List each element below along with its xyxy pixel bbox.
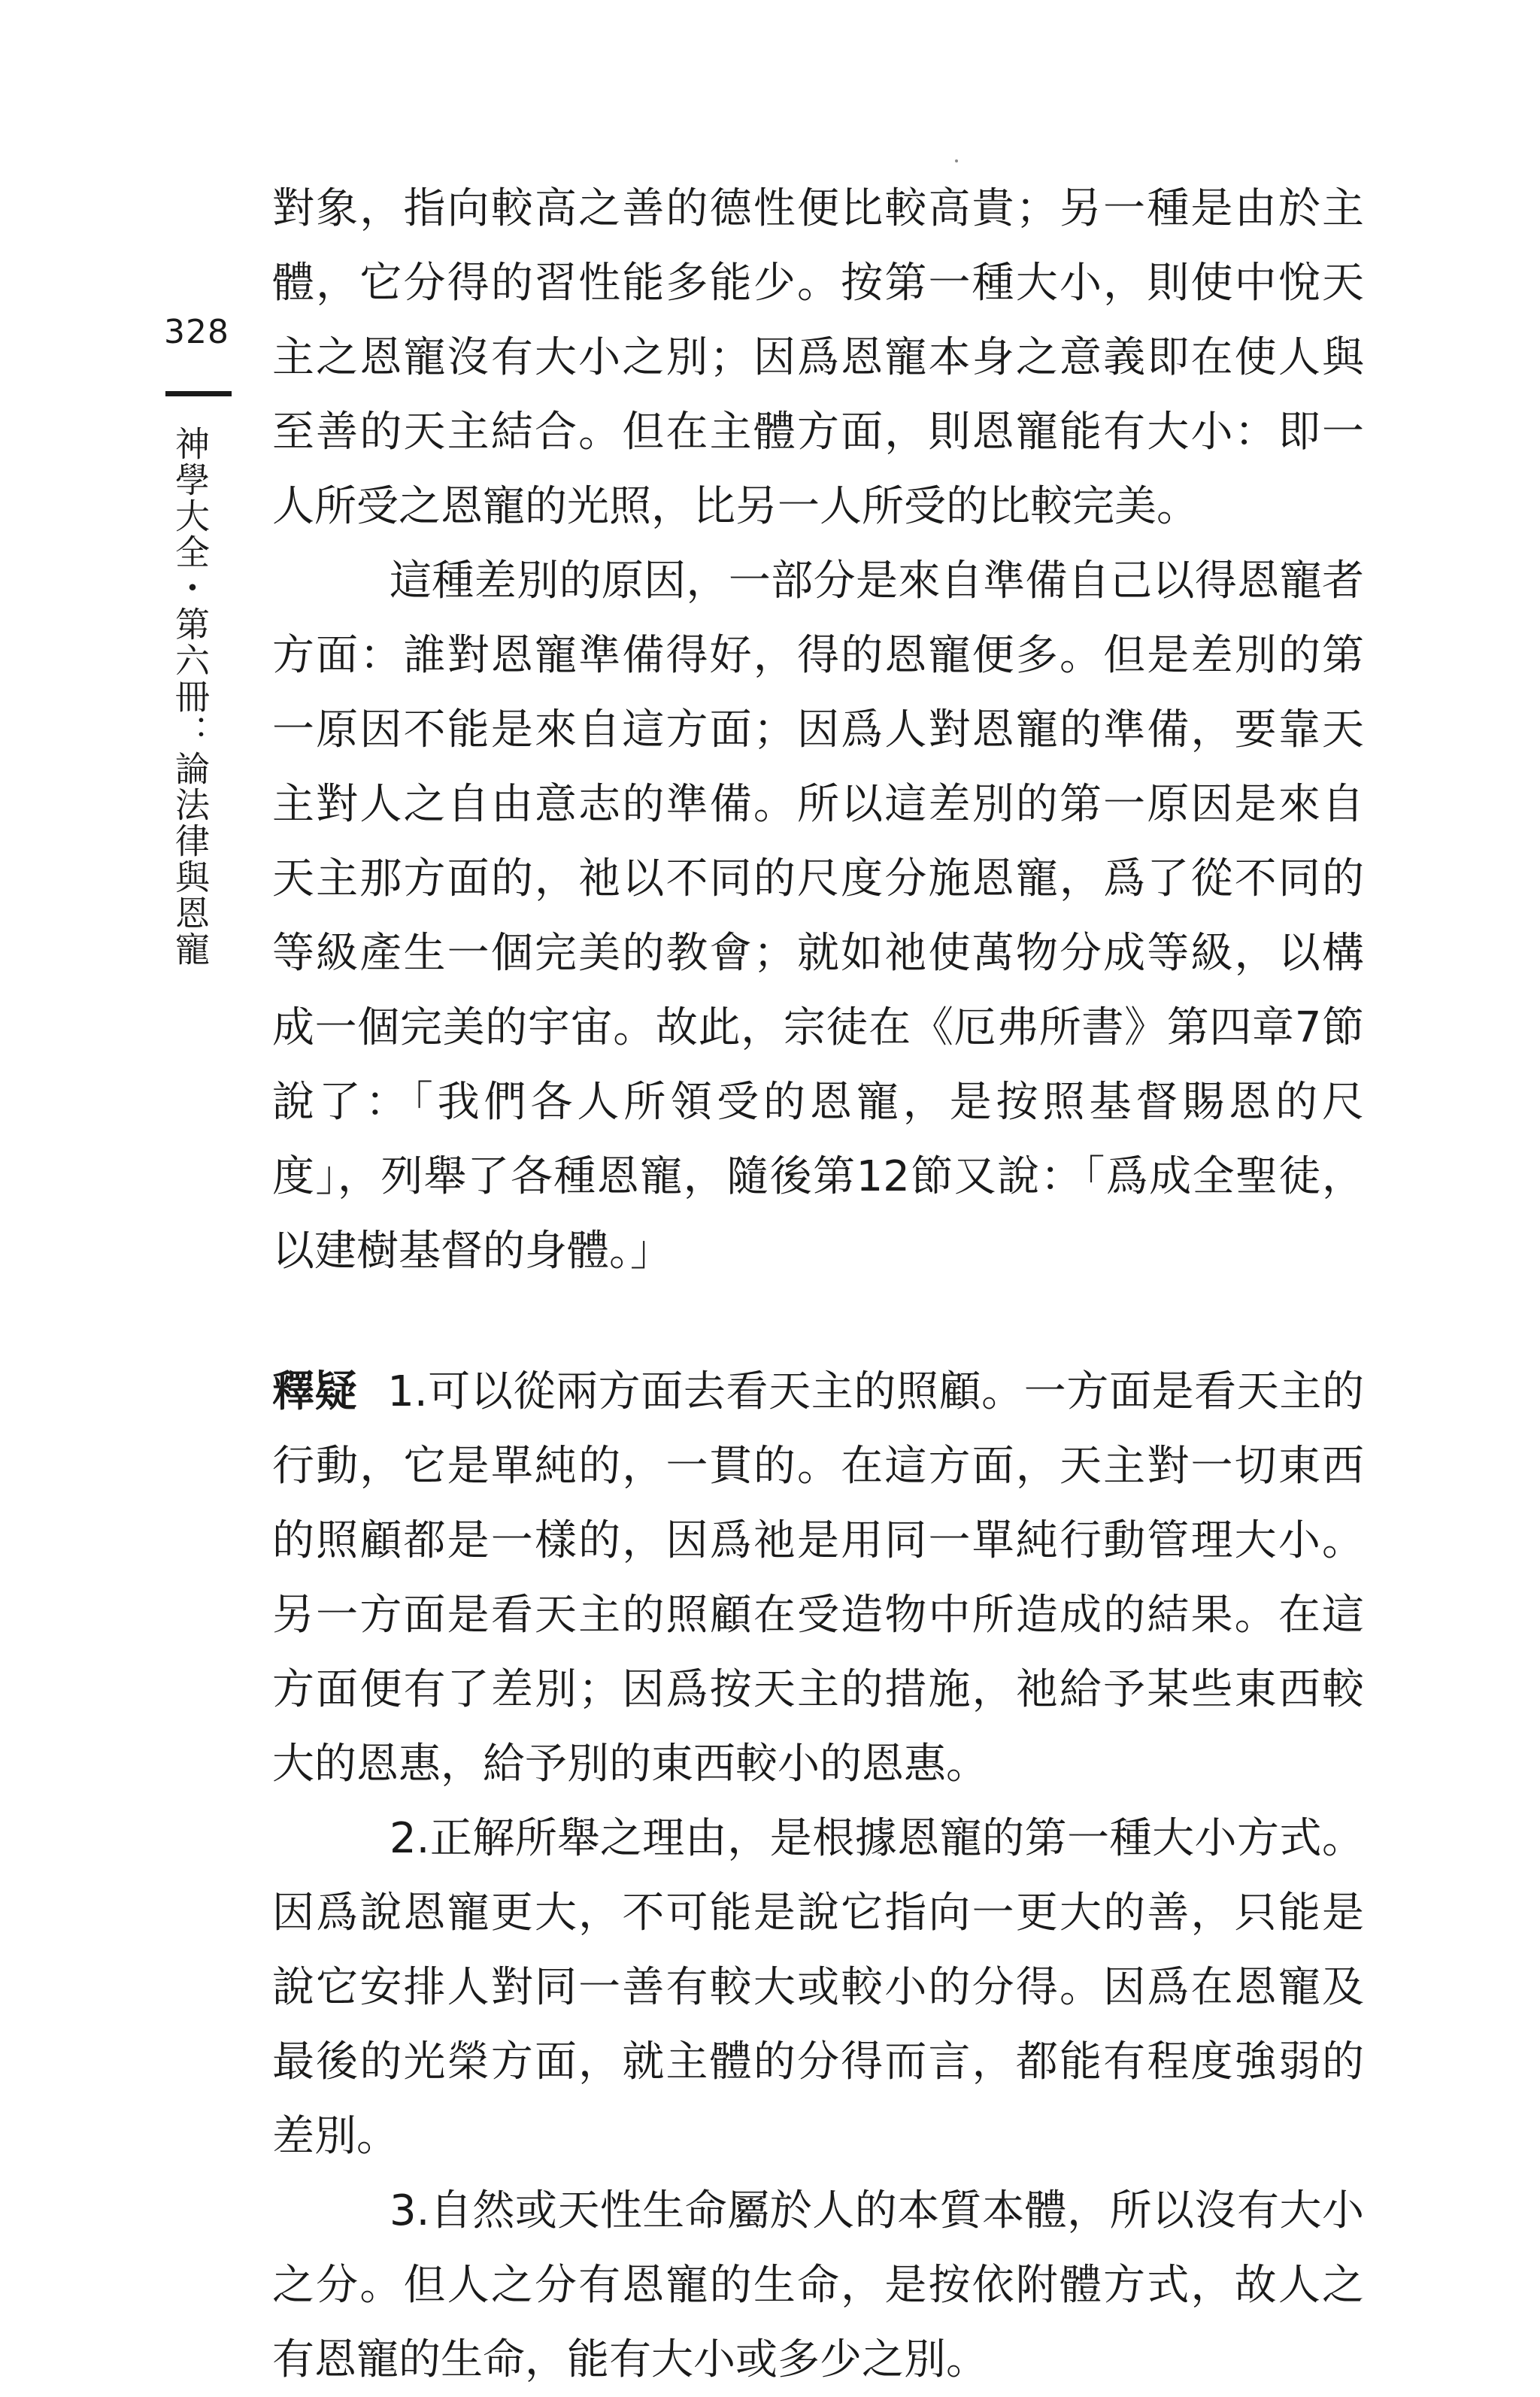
- reply-1: [272, 1355, 1364, 1801]
- paragraph-2: [272, 544, 1364, 1288]
- reply-label: 釋疑: [272, 1367, 358, 1416]
- page-number: 328: [164, 313, 229, 351]
- paragraph-2-text-b: ，列舉了各種恩寵，隨後第12節又說：: [337, 1152, 1084, 1201]
- reply-1-text: 1.可以從兩方面去看天主的照顧。一方面是看天主的行動，它是單純的，一貫的。在這方面，天主對一切東西的照顧都是一樣的，因爲祂是用同一單純行動管理大小。另一方面是看天主的照顧在受造物中所造成的結果。在這方面便有了差別；因爲按天主的措施，祂給予某些東西較大的恩惠，給予別的東西較小的恩惠。: [272, 1367, 1364, 1789]
- paragraph-2-text-a: 這種差別的原因，一部分是來自準備自己以得恩寵者方面：誰對恩寵準備得好，得的恩寵便多。但是差別的第一原因不能是來自這方面；因爲人對恩寵的準備，要靠天主對人之自由意志的準備。所以這差別的第一原因是來自天主那方面的，祂以不同的尺度分施恩寵，爲了從不同的等級產生一個完美的教會；就如祂使萬物分成等級，以構成一個完美的宇宙。故此，宗徒在《厄弗所書》第四章7節說了：: [272, 557, 1364, 1127]
- running-head-rule: [165, 391, 232, 396]
- scripture-quote-2: 「爲成全聖徒，以建樹基督的身體。」: [272, 1152, 1365, 1276]
- scripture-quote-1: 「我們各人所領受的恩寵，是按照基督賜恩的尺度」: [272, 1078, 1365, 1201]
- reply-2: 2.正解所舉之理由，是根據恩寵的第一種大小方式。因爲說恩寵更大，不可能是說它指向一更大的善，只能是說它安排人對同一善有較大或較小的分得。因爲在恩寵及最後的光榮方面，就主體的分得而言，都能有程度強弱的差別。: [272, 1814, 1364, 2161]
- body-text: [272, 171, 1364, 2397]
- paragraph-1: 對象，指向較高之善的德性便比較高貴；另一種是由於主體，它分得的習性能多能少。按第一種大小，則使中悅天主之恩寵沒有大小之別；因爲恩寵本身之意義即在使人與至善的天主結合。但在主體方面，則恩寵能有大小：即一人所受之恩寵的光照，比另一人所受的比較完美。: [272, 184, 1364, 531]
- reply-3: 3.自然或天性生命屬於人的本質本體，所以沒有大小之分。但人之分有恩寵的生命，是按依附體方式，故人之有恩寵的生命，能有大小或多少之別。: [272, 2186, 1364, 2384]
- running-title: 神學大全・第六冊：論法律與恩寵: [170, 426, 211, 967]
- scan-speck: [955, 159, 958, 162]
- section-gap: [272, 1288, 1364, 1355]
